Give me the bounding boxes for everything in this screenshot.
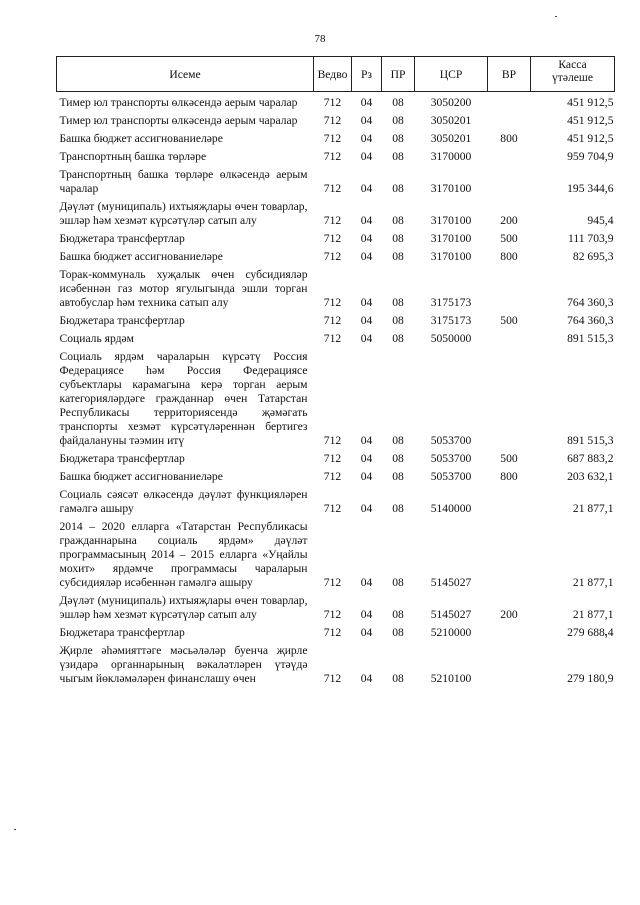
cell-name: Дәүләт (муниципаль) ихтыяҗлары өчен товарлар, эшләр һәм хезмәт күрсәтүләр сатып алу bbox=[59, 594, 308, 621]
cell-sum: 21 877,1 bbox=[572, 576, 614, 589]
cell-csr: 3050200 bbox=[430, 96, 472, 109]
cell-pr: 08 bbox=[392, 296, 404, 309]
cell-vr bbox=[488, 516, 531, 590]
cell-pr: 08 bbox=[392, 314, 404, 327]
cell-ved: 712 bbox=[323, 182, 342, 195]
cell-sum: 451 912,5 bbox=[567, 96, 614, 109]
cell-ved: 712 bbox=[323, 132, 342, 145]
cell-rz: 04 bbox=[360, 296, 373, 309]
table-row bbox=[57, 622, 615, 640]
cell-csr: 5053700 bbox=[430, 434, 472, 447]
cell-rz: 04 bbox=[360, 332, 373, 345]
cell-name: Социаль ярдәм bbox=[59, 332, 135, 345]
cell-sum: 959 704,9 bbox=[567, 150, 614, 163]
table-row bbox=[57, 590, 615, 622]
cell-ved: 712 bbox=[323, 452, 342, 465]
cell-vr bbox=[488, 164, 531, 196]
table-row bbox=[57, 196, 615, 228]
cell-name: Торак-коммуналь хуҗалык өчен субсидияләр исәбеннән газ мотор ягулыгында эшли торган автобуслар һәм техника сатып алу bbox=[59, 268, 308, 309]
cell-rz: 04 bbox=[360, 232, 373, 245]
cell-pr: 08 bbox=[392, 608, 404, 621]
cell-csr: 5050000 bbox=[430, 332, 472, 345]
cell-rz: 04 bbox=[360, 608, 373, 621]
cell-pr: 08 bbox=[392, 114, 404, 127]
cell-rz: 04 bbox=[360, 150, 373, 163]
cell-ved: 712 bbox=[323, 150, 342, 163]
cell-name: Башка бюджет ассигнованиеләре bbox=[59, 250, 223, 263]
cell-sum: 279 180,9 bbox=[567, 672, 614, 685]
cell-csr: 3170100 bbox=[430, 232, 472, 245]
cell-sum: 764 360,3 bbox=[567, 296, 614, 309]
cell-csr: 3170100 bbox=[430, 214, 472, 227]
cell-ved: 712 bbox=[323, 470, 342, 483]
cell-sum: 945,4 bbox=[587, 214, 614, 227]
cell-ved: 712 bbox=[323, 296, 342, 309]
cell-pr: 08 bbox=[392, 672, 404, 685]
cell-vr: 800 bbox=[500, 250, 518, 263]
cell-pr: 08 bbox=[392, 434, 404, 447]
cell-vr bbox=[488, 92, 531, 111]
table-row bbox=[57, 110, 615, 128]
cell-rz: 04 bbox=[360, 502, 373, 515]
cell-ved: 712 bbox=[323, 232, 342, 245]
cell-sum: 891 515,3 bbox=[567, 434, 614, 447]
cell-sum: 687 883,2 bbox=[567, 452, 614, 465]
cell-sum: 279 688,4 bbox=[567, 626, 614, 639]
cell-vr bbox=[488, 622, 531, 640]
cell-ved: 712 bbox=[323, 214, 342, 227]
cell-name: Җирле әһәмияттәге мәсьәләләр буенча җирле үзидарә органнарының вәкаләтләрен үтәүдә чыгым йөкләмәләрен финанслашу өчен bbox=[59, 644, 308, 685]
cell-name: Бюджетара трансфертлар bbox=[59, 314, 185, 327]
cell-rz: 04 bbox=[360, 434, 373, 447]
cell-rz: 04 bbox=[360, 132, 373, 145]
cell-sum: 111 703,9 bbox=[567, 232, 614, 245]
cell-ved: 712 bbox=[323, 114, 342, 127]
cell-pr: 08 bbox=[392, 96, 404, 109]
cell-rz: 04 bbox=[360, 314, 373, 327]
cell-name: Башка бюджет ассигнованиеләре bbox=[59, 470, 223, 483]
cell-vr: 500 bbox=[500, 452, 518, 465]
cell-rz: 04 bbox=[360, 250, 373, 263]
scan-speck-top-right bbox=[555, 16, 557, 17]
cell-sum: 203 632,1 bbox=[567, 470, 614, 483]
cell-name: Транспортның башка төрләре өлкәсендә аерым чаралар bbox=[59, 168, 308, 195]
header-name: Исеме bbox=[57, 57, 314, 92]
cell-csr: 5145027 bbox=[430, 576, 472, 589]
cell-vr bbox=[488, 640, 531, 686]
cell-pr: 08 bbox=[392, 452, 404, 465]
cell-name: Бюджетара трансфертлар bbox=[59, 626, 185, 639]
header-ved: Ведво bbox=[314, 57, 352, 92]
cell-ved: 712 bbox=[323, 608, 342, 621]
table-header-row bbox=[57, 57, 615, 92]
table-row bbox=[57, 516, 615, 590]
cell-rz: 04 bbox=[360, 470, 373, 483]
cell-name: Тимер юл транспорты өлкәсендә аерым чаралар bbox=[59, 96, 298, 109]
cell-rz: 04 bbox=[360, 214, 373, 227]
table-body bbox=[57, 92, 615, 687]
table-row bbox=[57, 128, 615, 146]
cell-pr: 08 bbox=[392, 576, 404, 589]
cell-vr: 800 bbox=[500, 470, 518, 483]
table-row bbox=[57, 146, 615, 164]
header-kassa-line2: үтәлеше bbox=[551, 71, 593, 84]
table-row bbox=[57, 310, 615, 328]
cell-csr: 5053700 bbox=[430, 452, 472, 465]
cell-name: Социаль ярдәм чараларын күрсәтү Россия Федерациясе һәм Россия Федерациясе субъектлары карамагына керә торган аерым категорияләрдәге гражданнар өчен Татарстан Республикасы территориясендә җәмәгать транспорты хезмәт күрсәтүләреннән бертигез файдалануны тәэмин итү bbox=[59, 350, 308, 447]
cell-ved: 712 bbox=[323, 332, 342, 345]
cell-sum: 451 912,5 bbox=[567, 114, 614, 127]
cell-pr: 08 bbox=[392, 150, 404, 163]
cell-pr: 08 bbox=[392, 250, 404, 263]
table-row bbox=[57, 246, 615, 264]
header-csr: ЦСР bbox=[415, 57, 488, 92]
cell-sum: 21 877,1 bbox=[572, 502, 614, 515]
table-row bbox=[57, 228, 615, 246]
cell-name: Социаль сәясәт өлкәсендә дәүләт функцияләрен гамәлгә ашыру bbox=[59, 488, 308, 515]
cell-name: Башка бюджет ассигнованиеләре bbox=[59, 132, 223, 145]
cell-vr: 200 bbox=[500, 214, 518, 227]
cell-csr: 3170000 bbox=[430, 150, 472, 163]
cell-rz: 04 bbox=[360, 96, 373, 109]
cell-ved: 712 bbox=[323, 250, 342, 263]
cell-sum: 82 695,3 bbox=[572, 250, 614, 263]
cell-sum: 21 877,1 bbox=[572, 608, 614, 621]
cell-csr: 5140000 bbox=[430, 502, 472, 515]
cell-name: Транспортның башка төрләре bbox=[59, 150, 207, 163]
cell-name: Бюджетара трансфертлар bbox=[59, 232, 185, 245]
cell-name: Дәүләт (муниципаль) ихтыяҗлары өчен товарлар, эшләр һәм хезмәт күрсәтүләр сатып алу bbox=[59, 200, 308, 227]
cell-vr: 500 bbox=[500, 232, 518, 245]
cell-sum: 195 344,6 bbox=[567, 182, 614, 195]
table-row bbox=[57, 92, 615, 111]
cell-ved: 712 bbox=[323, 502, 342, 515]
cell-pr: 08 bbox=[392, 626, 404, 639]
cell-rz: 04 bbox=[360, 576, 373, 589]
cell-pr: 08 bbox=[392, 232, 404, 245]
cell-rz: 04 bbox=[360, 114, 373, 127]
cell-csr: 5053700 bbox=[430, 470, 472, 483]
cell-pr: 08 bbox=[392, 470, 404, 483]
cell-pr: 08 bbox=[392, 332, 404, 345]
cell-csr: 3050201 bbox=[430, 132, 472, 145]
cell-csr: 3175173 bbox=[430, 296, 472, 309]
table-row bbox=[57, 328, 615, 346]
cell-vr bbox=[488, 146, 531, 164]
cell-csr: 5210100 bbox=[430, 672, 472, 685]
cell-csr: 5145027 bbox=[430, 608, 472, 621]
cell-vr: 500 bbox=[500, 314, 518, 327]
cell-rz: 04 bbox=[360, 626, 373, 639]
cell-sum: 764 360,3 bbox=[567, 314, 614, 327]
cell-rz: 04 bbox=[360, 672, 373, 685]
table-row bbox=[57, 448, 615, 466]
cell-ved: 712 bbox=[323, 672, 342, 685]
header-rz: Рз bbox=[352, 57, 382, 92]
cell-rz: 04 bbox=[360, 182, 373, 195]
cell-name: Тимер юл транспорты өлкәсендә аерым чаралар bbox=[59, 114, 298, 127]
header-kassa-line1: Касса bbox=[558, 58, 587, 71]
table-row bbox=[57, 346, 615, 448]
cell-ved: 712 bbox=[323, 96, 342, 109]
table-row bbox=[57, 466, 615, 484]
cell-sum: 891 515,3 bbox=[567, 332, 614, 345]
header-kassa bbox=[531, 57, 615, 92]
cell-csr: 5210000 bbox=[430, 626, 472, 639]
cell-sum: 451 912,5 bbox=[567, 132, 614, 145]
header-vr: ВР bbox=[488, 57, 531, 92]
cell-ved: 712 bbox=[323, 626, 342, 639]
cell-vr: 200 bbox=[500, 608, 518, 621]
cell-vr bbox=[488, 484, 531, 516]
cell-ved: 712 bbox=[323, 314, 342, 327]
cell-pr: 08 bbox=[392, 502, 404, 515]
cell-rz: 04 bbox=[360, 452, 373, 465]
cell-csr: 3175173 bbox=[430, 314, 472, 327]
cell-name: Бюджетара трансфертлар bbox=[59, 452, 185, 465]
cell-pr: 08 bbox=[392, 182, 404, 195]
cell-ved: 712 bbox=[323, 434, 342, 447]
cell-csr: 3170100 bbox=[430, 250, 472, 263]
cell-ved: 712 bbox=[323, 576, 342, 589]
cell-vr bbox=[488, 110, 531, 128]
header-pr: ПР bbox=[382, 57, 415, 92]
scan-speck-left bbox=[14, 829, 16, 830]
table-row bbox=[57, 164, 615, 196]
cell-name: 2014 – 2020 елларга «Татарстан Республикасы гражданнарына социаль ярдәм» дәүләт программасының 2014 – 2015 елларга «Уңайлы мохит» ярдәмче программасы чараларын субсидияләр исәбеннән гамәлгә ашыру bbox=[59, 520, 308, 589]
cell-vr bbox=[488, 346, 531, 448]
cell-csr: 3170100 bbox=[430, 182, 472, 195]
table-row bbox=[57, 484, 615, 516]
table-row bbox=[57, 640, 615, 686]
cell-pr: 08 bbox=[392, 214, 404, 227]
cell-vr bbox=[488, 264, 531, 310]
page-number: 78 bbox=[314, 33, 326, 45]
cell-vr: 800 bbox=[500, 132, 518, 145]
budget-table bbox=[56, 56, 615, 686]
cell-vr bbox=[488, 328, 531, 346]
cell-csr: 3050201 bbox=[430, 114, 472, 127]
cell-pr: 08 bbox=[392, 132, 404, 145]
table-row bbox=[57, 264, 615, 310]
